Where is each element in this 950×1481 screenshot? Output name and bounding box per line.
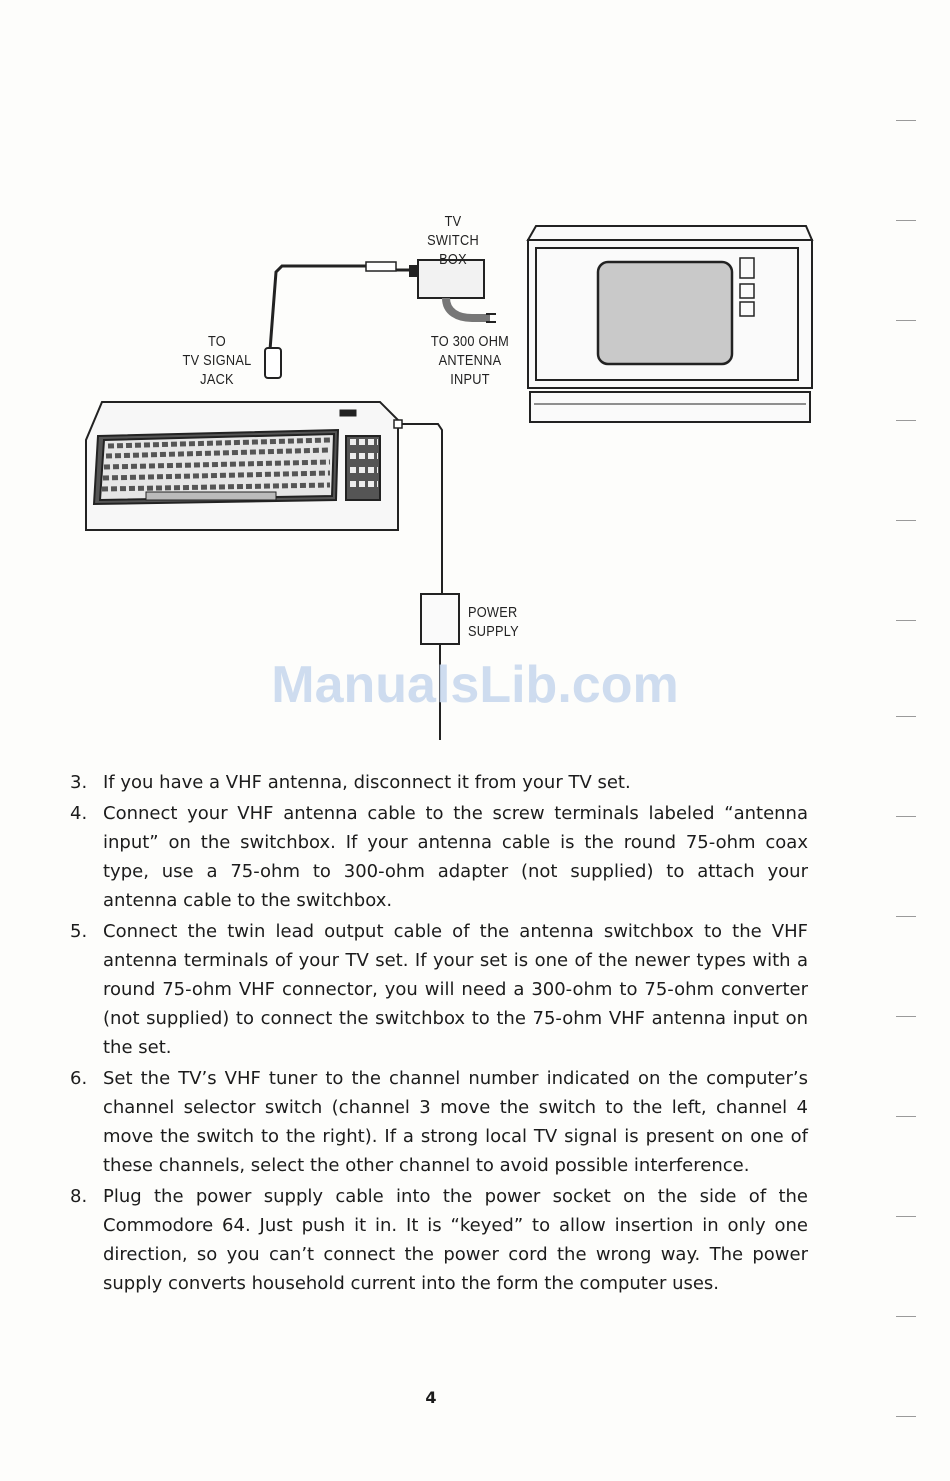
connection-diagram (0, 0, 950, 740)
scan-edge-mark (896, 1416, 916, 1417)
antenna-input-label-line: TO 300 OHM (430, 333, 510, 350)
scan-edge-mark (896, 620, 916, 621)
switchbox-label-line: TV (444, 213, 462, 230)
tv-signal-jack-label-line: TV SIGNAL (182, 352, 252, 369)
list-item (70, 799, 808, 915)
antenna-input-label-line: ANTENNA (438, 352, 502, 369)
watermark: ManualsLib.com (271, 656, 679, 714)
scan-edge-mark (896, 716, 916, 717)
list-item (70, 917, 808, 1062)
list-item (70, 768, 808, 797)
antenna-input-label-line: INPUT (450, 371, 490, 388)
scan-edge-mark (896, 916, 916, 917)
step-number: 8. (70, 1186, 88, 1207)
scan-edge-mark (896, 1116, 916, 1117)
scan-edge-mark (896, 420, 916, 421)
step-text: If you have a VHF antenna, disconnect it from your TV set. (103, 772, 631, 793)
computer-illustration (86, 402, 398, 530)
switchbox-label-line: SWITCH BOX (427, 232, 479, 268)
tv-signal-jack-label-line: TO (207, 333, 226, 350)
tv-signal-jack-label-line: JACK (200, 371, 234, 388)
step-number: 3. (70, 772, 88, 793)
step-text: Connect your VHF antenna cable to the screw terminals labeled “antenna input” on the switchbox. If your antenna cable is the round 75-ohm coax type, use a 75-ohm to 300-ohm adapter (not supplied) to attach your antenna cable to the switchbox. (103, 803, 808, 911)
scan-edge-mark (896, 120, 916, 121)
power-supply-label (468, 603, 528, 641)
power-supply-label-line: SUPPLY (468, 623, 519, 640)
antenna-input-label (428, 332, 513, 389)
step-number: 6. (70, 1068, 88, 1089)
tv-set-illustration (528, 226, 812, 422)
scan-edge-mark (896, 320, 916, 321)
scan-edge-mark (896, 220, 916, 221)
step-text: Connect the twin lead output cable of the antenna switchbox to the VHF antenna terminals of your TV set. If your set is one of the newer types with a round 75-ohm VHF connector, you will need a 300-ohm to 75-ohm converter (not supplied) to connect the switchbox to the 75-ohm VHF antenna input on the set. (103, 921, 808, 1058)
power-supply-label-line: POWER (468, 604, 518, 621)
step-text: Plug the power supply cable into the power socket on the side of the Commodore 64. Just push it in. It is “keyed” to allow insertion in only one direction, so you can’t connect the power cord the wrong way. The power supply converts household current into the form the computer uses. (103, 1186, 808, 1294)
scan-edge-mark (896, 520, 916, 521)
power-supply-illustration (421, 594, 459, 644)
step-number: 5. (70, 921, 88, 942)
tv-signal-jack-label (179, 332, 256, 389)
switchbox-illustration (410, 260, 496, 322)
scan-edge-mark (896, 1216, 916, 1217)
page-number: 4 (425, 1388, 437, 1407)
scan-edge-mark (896, 1316, 916, 1317)
scan-edge-mark (896, 816, 916, 817)
list-item (70, 1064, 808, 1180)
step-text: Set the TV’s VHF tuner to the channel number indicated on the computer’s channel selector switch (channel 3 move the switch to the left, channel 4 move the switch to the right). If a strong local TV signal is present on one of these channels, select the other channel to avoid possible interference. (103, 1068, 808, 1176)
switchbox-label (416, 212, 489, 269)
step-number: 4. (70, 803, 88, 824)
scan-edge-mark (896, 1016, 916, 1017)
list-item (70, 1182, 808, 1298)
instruction-list (70, 768, 808, 1300)
